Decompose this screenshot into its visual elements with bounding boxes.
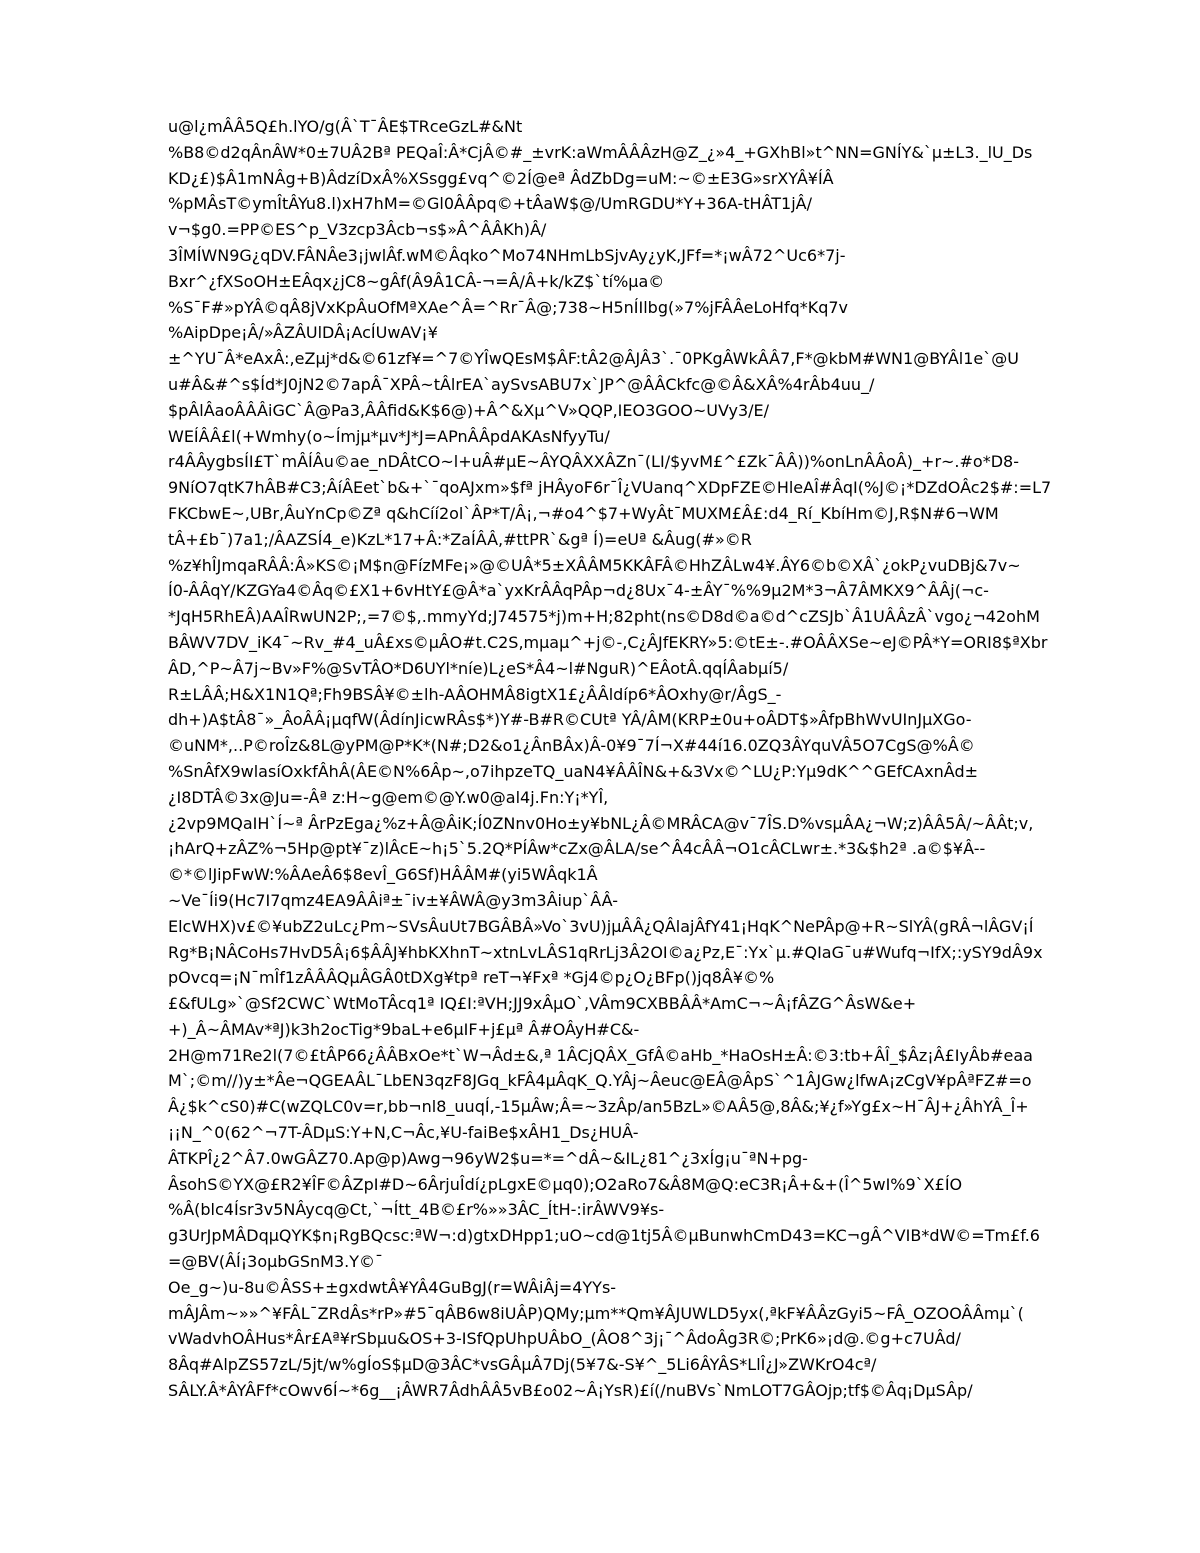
text-line: ©*©lJipFwW:%ÂAeÂ6$8evÎ_G6Sf)HÂÂM#(yi5WÂqk1Â bbox=[168, 865, 598, 885]
text-line: ÂTKPÎ¿2^Â7.0wGÂZ70.Ap@p)Awg¬96yW2$u=*=^dÂ~&IL¿81^¿3xÍg¡u¯ªN+pg- bbox=[168, 1148, 808, 1168]
text-line: Â¿$k^cS0)#C(wZQLC0v=r,bb¬nl8_uuqÍ,-15µÂw;Â=~3zÂp/an5BzL»©AÂ5@,8Â&;¥¿f»Yg£x~H¯ÂJ+¿ÂhYÂ_Î+ bbox=[168, 1097, 1029, 1117]
text-line: BÂWV7DV_iK4¯~Rv_#4_uÂ£xs©µÂO#t.C2S,mµaµ^+j©-,C¿ÂJfEKRY»5:©tE±-.#OÂÂXSe~eJ©PÂ*Y=ORI8$ªXbr bbox=[168, 632, 1048, 652]
text-line: %z¥hÎJmqaRÂÂ:Â»KS©¡M$n@FízMFe¡»@©UÂ*5±XÂÂM5KKÂFÂ©HhZÂLw4¥.ÂY6©b©XÂ`¿okP¿vuDBj&7v~ bbox=[168, 555, 1021, 575]
text-line: pOvcq=¡N¯mÎf1zÂÂÂQµÂGÂ0tDXg¥tpª reT¬¥Fxª *Gj4©p¿O¿BFp()jq8Â¥©% bbox=[168, 968, 775, 988]
text-line: FKCbwE~,UBr,ÂuYnCp©Zª q&hCíí2ol`ÂP*T/Â¡,¬#o4^$7+WyÂt¯MUXM£Â£:d4_Rí_KbíHm©J,R$N#6¬WM bbox=[168, 503, 999, 523]
text-line: g3UrJpMÂDqµQYK$n¡RgBQcsc:ªW¬:d)gtxDHpp1;uO~cd@1tj5Â©µBunwhCmD43=KC¬gÂ^VIB*dW©=Tm£f.6 bbox=[168, 1226, 1040, 1246]
text-line: u#Â&#^s$Íd*J0jN2©7apÂ¯XPÂ~tÂlrEA`aySvsABU7x`JP^@ÂÂCkfc@©Â&XÂ%4rÂb4uu_/ bbox=[168, 374, 875, 394]
text-line: %Â(blc4Ísr3v5NÂycq@Ct,`¬Ítt_4B©£r%»»3ÂC_ÍtH-:irÂWV9¥s- bbox=[168, 1200, 665, 1220]
text-line: ¡¡N_^0(62^¬7T-ÂDµS:Y+N,C¬Âc,¥U-faiBe$xÂH1_Ds¿HUÂ- bbox=[168, 1123, 639, 1143]
text-line: 9NíO7qtK7hÂB#C3;ÂíÂEet`b&+`¯qoAJxm»$fª jHÂyoF6r¯Î¿VUanq^XDpFZE©HleAÎ#ÂqI(%J©¡*DZdOÂc2$#:=L7 bbox=[168, 478, 1052, 498]
text-line: tÂ+£b¯)7a1;/ÂAZSÍ4_e)KzL*17+Â:*ZaÍÂÂ,#ttPR`&gª Í)=eUª &Âug(#»©R bbox=[168, 529, 752, 549]
text-line: %S¯F#»pYÂ©qÂ8jVxKpÂuOfMªXAe^Â=^Rr¯Â@;738~H5nÍIlbg(»7%jFÂÂeLoHfq*Kq7v bbox=[168, 297, 849, 317]
text-line: WEÍÂÂ£l(+Wmhy(o~Ímjµ*µv*J*J=APnÂÂpdAKAsNfyyTu/ bbox=[168, 426, 610, 446]
text-line: mÂJÂm~»»^¥FÂL¯ZRdÂs*rP»#5¯qÂB6w8iUÂP)QMy;µm**Qm¥ÂJUWLD5yx(,ªkF¥ÂÂzGyi5~FÂ_OZOOÂÂmµ`( bbox=[168, 1303, 1024, 1323]
text-line: ¿I8DTÂ©3x@Ju=-Âª z:H~g@em©@Y.w0@al4j.Fn:Y¡*YÎ, bbox=[168, 787, 609, 807]
text-line: ÂsohS©YX@£R2¥ÎF©ÂZpI#D~6ÂrjuÎdí¿pLgxE©µq0);O2aRo7&Â8M@Q:eC3R¡Â+&+(Î^5wI%9`X£ÍO bbox=[168, 1174, 963, 1194]
text-line: SÂLY.Â*ÂYÂFf*cOwv6Í~*6g__¡ÂWR7ÂdhÂÂ5vB£o02~Â¡YsR)£í(/nuBVs`NmLOT7GÂOjp;tf$©Âq¡DµSÂp/ bbox=[168, 1381, 973, 1401]
text-line: u@l¿mÂÂ5Q£h.lYO/g(Â`T¯ÂE$TRceGzL#&Nt bbox=[168, 117, 523, 136]
text-line: R±LÂÂ;H&X1N1Qª;Fh9BSÂ¥©±lh-AÂOHMÂ8igtX1£¿ÂÂldíp6*ÂOxhy@r/ÂgS_- bbox=[168, 684, 782, 704]
text-line: $pÂlÂaoÂÂÂiGC`Â@Pa3,ÂÂfid&K$6@)+Â^&Xµ^V»QQP,IEO3GOO~UVy3/E/ bbox=[168, 400, 770, 420]
text-line: ©uNM*,..P©roÎz&8L@yPM@P*K*(N#;D2&o1¿ÂnBÂx)Â-0¥9¯7Í¬X#44í16.0ZQ3ÂYquVÂ5O7CgS@%Â© bbox=[168, 736, 975, 756]
text-line: v¬$g0.=PP©ES^p_V3zcp3Âcb¬s$»Â^ÂÂKh)Â/ bbox=[168, 220, 547, 240]
text-line: r4ÂÂygbsÍI£T`mÂÍÂu©ae_nDÂtCO~l+uÂ#µE~ÂYQÂXXÂZn¯(LI/$yvM£^£Zk¯ÂÂ))%onLnÂÂoÂ)_+r~.#o*D8- bbox=[168, 452, 1019, 472]
text-line: %SnÂfX9wlasíOxkfÂhÂ(ÂE©N%6Âp~,o7ihpzeTQ_uaN4¥ÂÂÎN&+&3Vx©^LU¿P:Yµ9dK^^GEfCAxnÂd± bbox=[168, 761, 979, 781]
text-line: Oe_g~)u-8u©ÂSS+±gxdwtÂ¥YÂ4GuBgJ(r=WÂiÂj=4YYs- bbox=[168, 1277, 617, 1297]
text-line: *JqH5RhEÂ)AAÎRwUN2P;,=7©$,.mmyYd;J74575*j)m+H;82pht(ns©D8d©a©d^cZSJb`Â1UÂÂzÂ`vgo¿¬42ohM bbox=[168, 607, 1040, 627]
text-line: =@BV(ÂÍ¡3oµbGSnM3.Y©¯ bbox=[168, 1252, 383, 1272]
text-line: ±^YU¯Â*eAxÂ:,eZµj*d&©61zf¥=^7©YÎwQEsM$ÂF:tÂ2@ÂJÂ3`.¯0PKgÂWkÂÂ7,F*@kbM#WN1@BYÂl1e`@U bbox=[168, 349, 1019, 369]
text-line: %AipDpe¡Â/»ÂZÂUlDÂ¡AcÍUwAV¡¥ bbox=[168, 323, 438, 343]
text-line: Bxr^¿fXSoOH±EÂqx¿jC8~gÂf(Â9Â1CÂ-¬=Â/Â+k/kZ$`tí%µa© bbox=[168, 271, 665, 291]
text-line: ElcWHX)v£©¥ubZ2uLc¿Pm~SVsÂuUt7BGÂBÂ»Vo`3vU)jµÂÂ¿QÂlajÂfY41¡HqK^NePÂp@+R~SlYÂ(gRÂ¬lÂGV¡Í bbox=[168, 916, 1034, 936]
text-line: Í0-ÂÂqY/KZGYa4©Âq©£X1+6vHtY£@Â*a`yxKrÂÂqPÂp¬d¿8Ux¯4-±ÂY¯%%9µ2M*3¬Â7ÂMKX9^ÂÂj(¬c- bbox=[168, 581, 989, 601]
text-line: ¡hArQ+zÂZ%¬5Hp@pt¥¯z)lÂcE~h¡5`5.2Q*PÍÂw*cZx@ÂLA/se^Â4cÂÂ¬O1cÂCLwr±.*3&$h2ª .a©$¥Â-- bbox=[168, 839, 986, 859]
text-line: ÂD,^P~Â7j~Bv»F%@SvTÂO*D6UYl*níe)L¿eS*Â4~l#NguR)^EÂotÂ.qqÍÂabµí5/ bbox=[168, 658, 789, 678]
text-line: KD¿£)$Â1mNÂg+B)ÂdzíDxÂ%XSsgg£vq^©2Í@eª ÂdZbDg=uM:~©±E3G»srXYÂ¥ÍÂ bbox=[168, 168, 834, 188]
text-line: £&fULg»`@Sf2CWC`WtMoTÂcq1ª IQ£I:ªVH;JJ9xÂµO`,VÂm9CXBBÂÂ*AmC¬~Â¡fÂZG^ÂsW&e+ bbox=[168, 994, 917, 1014]
text-line: M`;©m//)y±*Âe¬QGEAÂL¯LbEN3qzF8JGq_kFÂ4µÂqK_Q.YÂj~Âeuc@EÂ@ÂpS`^1ÂJGw¿lfwA¡zCgV¥pÂªFZ#=o bbox=[168, 1071, 1032, 1091]
text-line: %B8©d2qÂnÂW*0±7UÂ2Bª PEQaÎ:Â*CjÂ©#_±vrK:aWmÂÂÂzH@Z_¿»4_+GXhBl»t^NN=GNÍY&`µ±L3._lU_Ds bbox=[168, 142, 1033, 162]
text-line: Rg*B¡NÂCoHs7HvD5Â¡6$ÂÂJ¥hbKXhnT~xtnLvLÂS1qRrLj3Â2OI©a¿Pz,E¯:Yx`µ.#QIaG¯u#Wufq¬IfX;:ySY9dÂ9x bbox=[168, 942, 1043, 962]
document-body bbox=[168, 114, 1128, 1404]
text-line: ~Ve¯Íi9(Hc7I7qmz4EA9ÂÂiª±¯iv±¥ÂWÂ@y3m3Âiup`ÂÂ- bbox=[168, 890, 619, 910]
text-line: +)_Â~ÂMAv*ªJ)k3h2ocTig*9baL+e6µIF+j£µª Â#OÂyH#C&- bbox=[168, 1019, 640, 1039]
text-line: vWadvhOÂHus*Âr£Aª¥rSbµu&OS+3-ISfQpUhpUÂbO_(ÂO8^3j¡¯^ÂdoÂg3R©;PrK6»¡d@.©g+c7UÂd/ bbox=[168, 1329, 961, 1349]
text-line: 8Âq#AlpZS57zL/5jt/w%gÍoS$µD@3ÂC*vsGÂµÂ7Dj(5¥7&-S¥^_5Li6ÂYÂS*LlÎ¿J»ZWKrO4cª/ bbox=[168, 1355, 877, 1375]
text-line: dh+)A$tÂ8¯»_ÂoÂÂ¡µqfW(ÂdínJicwRÂs$*)Y#-B#R©CUtª YÂ/ÂM(KRP±0u+oÂDT$»ÂfpBhWvUInJµXGo- bbox=[168, 710, 972, 730]
text-line: %pMÂsT©ymÎtÂYu8.l)xH7hM=©Gl0ÂÂpq©+tÂaW$@/UmRGDU*Y+36A-tHÂT1jÂ/ bbox=[168, 194, 813, 214]
text-line: 3ÎMÍWN9G¿qDV.FÂNÂe3¡jwlÂf.wM©Âqko^Mo74NHmLbSjvAy¿yK,JFf=*¡wÂ72^Uc6*7j- bbox=[168, 245, 846, 265]
text-line: 2H@m71Re2l(7©£tÂP66¿ÂÂBxOe*t`W¬Âd±&,ª 1ÂCjQÂX_GfÂ©aHb_*HaOsH±Â:©3:tb+ÂÎ_$Âz¡Â£IyÂb#eaa bbox=[168, 1045, 1033, 1065]
text-line: ¿2vp9MQaIH`Í~ª ÂrPzEga¿%z+Â@ÂiK;Í0ZNnv0Ho±y¥bNL¿Â©MRÂCA@v¯7ÎS.D%vsµÂA¿¬W;z)ÂÂ5Â/~ÂÂt;v, bbox=[168, 813, 1034, 833]
